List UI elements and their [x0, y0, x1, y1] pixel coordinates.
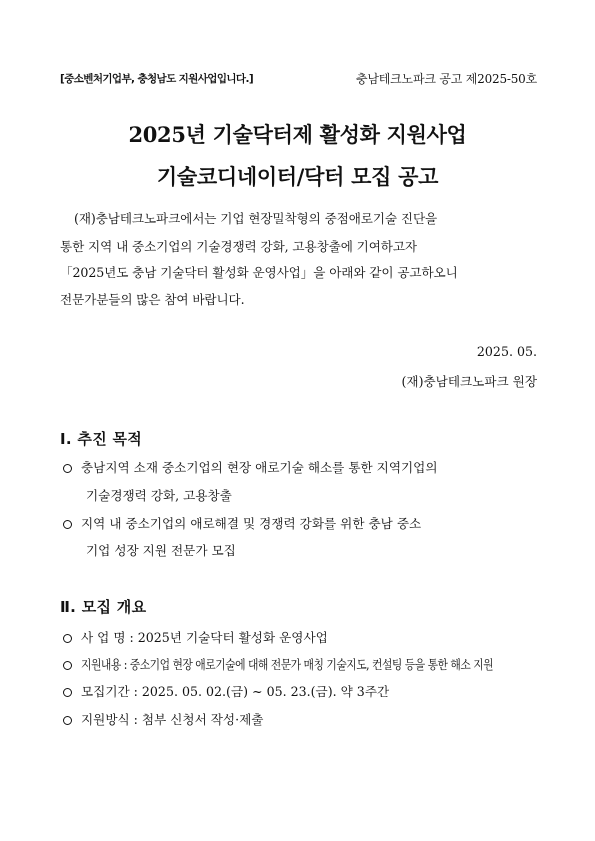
section-1-bullet-2-cont: 기업 성장 지원 전문가 모집	[86, 543, 236, 558]
section-2-title: Ⅱ. 모집 개요	[60, 598, 147, 616]
page-title-line2: 기술코디네이터/닥터 모집 공고	[156, 164, 439, 189]
support-program-tag: [중소벤처기업부, 충청남도 지원사업입니다.]	[60, 72, 254, 85]
circle-bullet-icon	[63, 716, 72, 725]
bullet-text: 충남지역 소재 중소기업의 현장 애로기술 해소를 통한 지역기업의	[81, 460, 438, 475]
section-1-bullet-1	[63, 457, 438, 476]
overview-item-program-name	[63, 627, 328, 646]
intro-line-2: 통한 지역 내 중소기업의 기술경쟁력 강화, 고용창출에 기여하고자	[60, 239, 417, 254]
section-1-bullet-2	[63, 513, 421, 532]
header-row	[60, 70, 537, 86]
intro-line-3: 「2025년도 충남 기술닥터 활성화 운영사업」을 아래와 같이 공고하오니	[60, 265, 458, 280]
intro-line-4: 전문가분들의 많은 참여 바랍니다.	[60, 292, 245, 307]
page-title-line1: 2025년 기술닥터제 활성화 지원사업	[128, 122, 467, 147]
intro-line-1: (재)충남테크노파크에서는 기업 현장밀착형의 중점애로기술 진단을	[74, 211, 438, 226]
item-text: 모집기간 : 2025. 05. 02.(금) ~ 05. 23.(금). 약 3주간	[81, 684, 390, 699]
issuer-name: (재)충남테크노파크 원장	[401, 374, 537, 389]
section-1-title: Ⅰ. 추진 목적	[60, 430, 143, 448]
issue-date: 2025. 05.	[476, 344, 537, 359]
bullet-text: 지역 내 중소기업의 애로해결 및 경쟁력 강화를 위한 충남 중소	[81, 516, 422, 531]
circle-bullet-icon	[63, 520, 72, 529]
notice-number: 충남테크노파크 공고 제2025-50호	[355, 71, 537, 86]
item-text: 지원내용 : 중소기업 현장 애로기술에 대해 전문가 매칭 기술지도, 컨설팅 등을 통한 해소 지원	[81, 657, 494, 672]
item-text: 사 업 명 : 2025년 기술닥터 활성화 운영사업	[81, 630, 328, 645]
item-text: 지원방식 : 첨부 신청서 작성·제출	[81, 712, 264, 727]
overview-item-apply-method	[63, 709, 263, 728]
section-1-bullet-1-cont: 기술경쟁력 강화, 고용창출	[86, 488, 232, 503]
circle-bullet-icon	[63, 661, 72, 670]
circle-bullet-icon	[63, 464, 72, 473]
overview-item-recruit-period	[63, 681, 389, 700]
circle-bullet-icon	[63, 634, 72, 643]
circle-bullet-icon	[63, 688, 72, 697]
overview-item-support-content	[63, 654, 560, 673]
